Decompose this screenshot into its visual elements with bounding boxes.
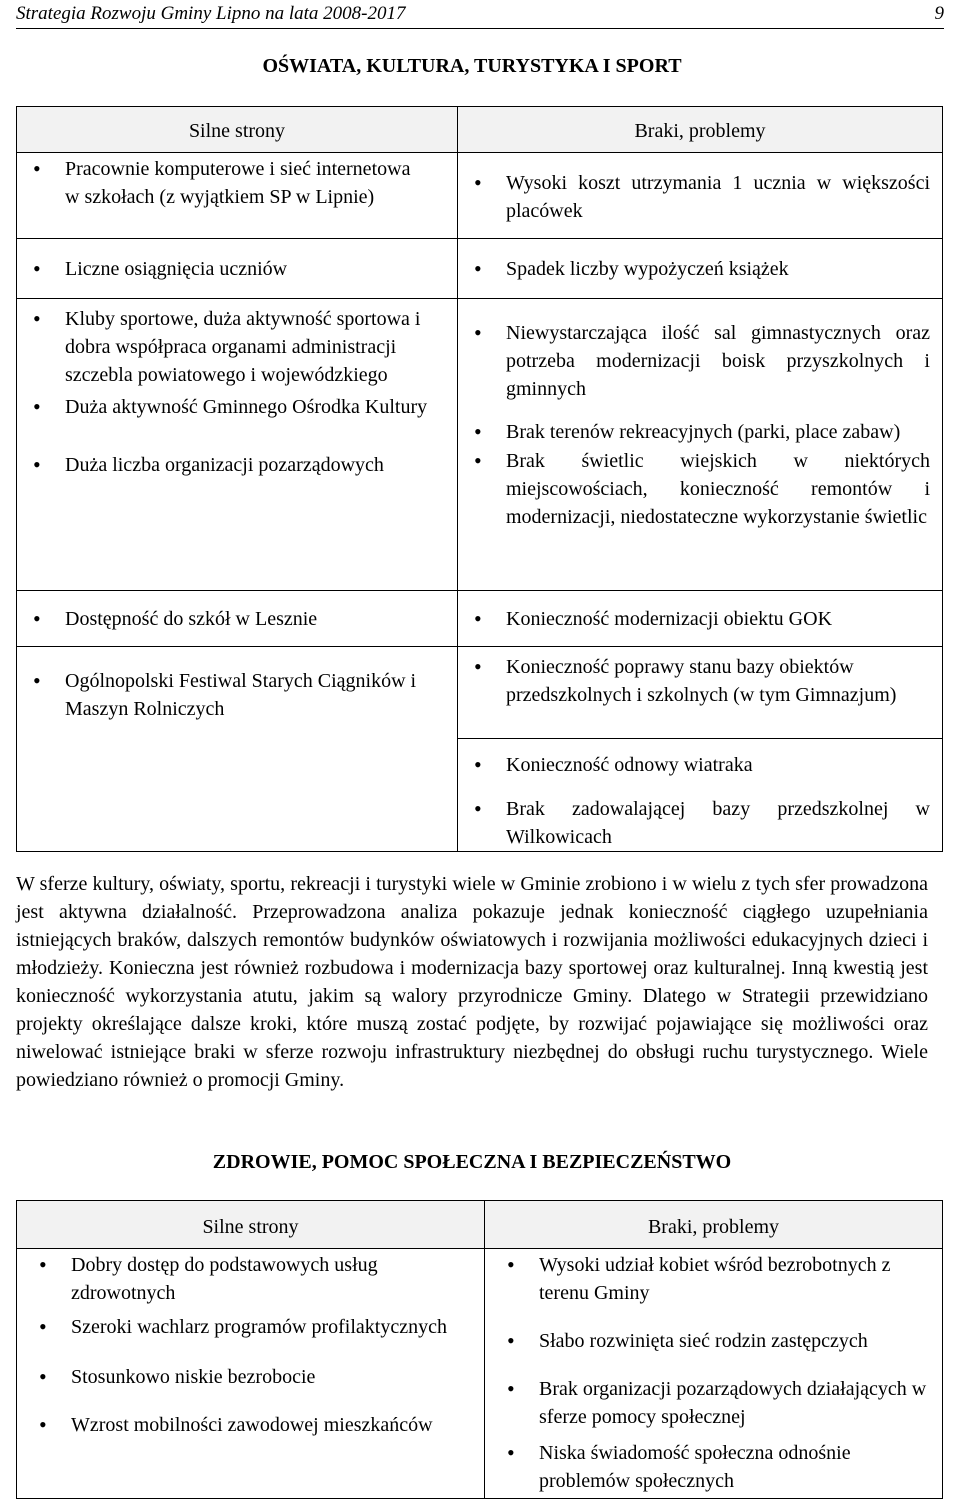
strengths-cell (17, 239, 458, 299)
list-item: • Konieczność poprawy stanu bazy obiektów przedszkolnych i szkolnych (w tym Gimnazjum) (458, 653, 930, 709)
weaknesses-cell (458, 153, 943, 239)
list-item: • Kluby sportowe, duża aktywność sportowa i dobra współpraca organami administracji szczebla powiatowego i wojewódzkiego (17, 305, 437, 389)
list-item: • Duża aktywność Gminnego Ośrodka Kultury (17, 393, 437, 421)
list-item: • Konieczność modernizacji obiektu GOK (458, 605, 942, 633)
list-item: • Niska świadomość społeczna odnośnie problemów społecznych (491, 1439, 936, 1495)
list-item: • Liczne osiągnięcia uczniów (17, 255, 457, 283)
list-item: • Szeroki wachlarz programów profilaktycznych (23, 1313, 464, 1341)
strengths-cell (17, 1249, 485, 1499)
list-item: • Pracownie komputerowe i sieć internetowa w szkołach (z wyjątkiem SP w Lipnie) (17, 155, 427, 211)
list-item: • Brak organizacji pozarządowych działających w sferze pomocy społecznej (491, 1375, 936, 1431)
column-header-weaknesses: Braki, problemy (485, 1201, 943, 1249)
list-item: • Niewystarczająca ilość sal gimnastycznych oraz potrzeba modernizacji boisk przyszkolnych i gminnych (458, 319, 930, 403)
weaknesses-cell (458, 591, 943, 647)
list-item: • Dobry dostęp do podstawowych usług zdrowotnych (23, 1251, 464, 1307)
page-header (16, 0, 944, 29)
list-item: • Wzrost mobilności zawodowej mieszkańców (23, 1411, 464, 1439)
list-item: • Spadek liczby wypożyczeń książek (458, 255, 942, 283)
body-paragraph: W sferze kultury, oświaty, sportu, rekreacji i turystyki wiele w Gminie zrobiono i w wielu z tych sfer prowadzona jest aktywna działalność. Przeprowadzona analiza pokazuje jednak konieczność ciągłego uzupełniania istniejących braków, dalszych remontów budynków oświatowych i rozwijania możliwości edukacyjnych dzieci i młodzieży. Konieczna jest również rozbudowa i modernizacja bazy sportowej oraz kulturalnej. Inną kwestią jest konieczność wykorzystania atutu, jakim są walory przyrodnicze Gminy. Dlatego w Strategii przewidziano projekty określające dalsze kroki, które muszą zostać podjęte, by rozwijać pojawiające się możliwości oraz niwelować istniejące braki w sferze rozwoju infrastruktury niezbędnej do obsługi ruchu turystycznego. Wiele powiedziano również o promocji Gminy. (16, 873, 928, 1091)
swot-table-health (16, 1200, 943, 1499)
weaknesses-cell (458, 647, 943, 739)
list-item: • Brak zadowalającej bazy przedszkolnej w Wilkowicach (458, 795, 930, 851)
strengths-cell (17, 647, 458, 852)
weaknesses-cell (458, 239, 943, 299)
column-header-weaknesses: Braki, problemy (458, 107, 943, 153)
list-item: • Słabo rozwinięta sieć rodzin zastępczych (491, 1327, 936, 1355)
section-title-health: ZDROWIE, POMOC SPOŁECZNA I BEZPIECZEŃSTWO (212, 1151, 732, 1173)
list-item: • Konieczność odnowy wiatraka (458, 751, 930, 779)
list-item: • Wysoki koszt utrzymania 1 ucznia w większości placówek (458, 169, 930, 225)
document-title: Strategia Rozwoju Gminy Lipno na lata 2008-2017 (16, 3, 406, 24)
column-header-strengths: Silne strony (17, 1201, 485, 1249)
strengths-cell (17, 591, 458, 647)
strengths-cell (17, 153, 458, 239)
weaknesses-cell (458, 739, 943, 852)
list-item: • Ogólnopolski Festiwal Starych Ciągników i Maszyn Rolniczych (17, 667, 427, 723)
page-number: 9 (934, 3, 944, 24)
list-item: • Brak terenów rekreacyjnych (parki, place zabaw) (458, 418, 930, 446)
list-item: • Wysoki udział kobiet wśród bezrobotnych z terenu Gminy (491, 1251, 936, 1307)
list-item: • Dostępność do szkół w Lesznie (17, 605, 457, 633)
strengths-cell (17, 299, 458, 591)
weaknesses-cell (458, 299, 943, 591)
weaknesses-cell (485, 1249, 943, 1499)
swot-table-education (16, 106, 943, 852)
column-header-strengths: Silne strony (17, 107, 458, 153)
section-title-education: OŚWIATA, KULTURA, TURYSTYKA I SPORT (262, 55, 682, 77)
list-item: • Stosunkowo niskie bezrobocie (23, 1363, 464, 1391)
list-item: • Duża liczba organizacji pozarządowych (17, 451, 437, 479)
list-item: • Brak świetlic wiejskich w niektórych miejscowościach, konieczność remontów i modernizacji, niedostateczne wykorzystanie świetlic (458, 447, 930, 531)
